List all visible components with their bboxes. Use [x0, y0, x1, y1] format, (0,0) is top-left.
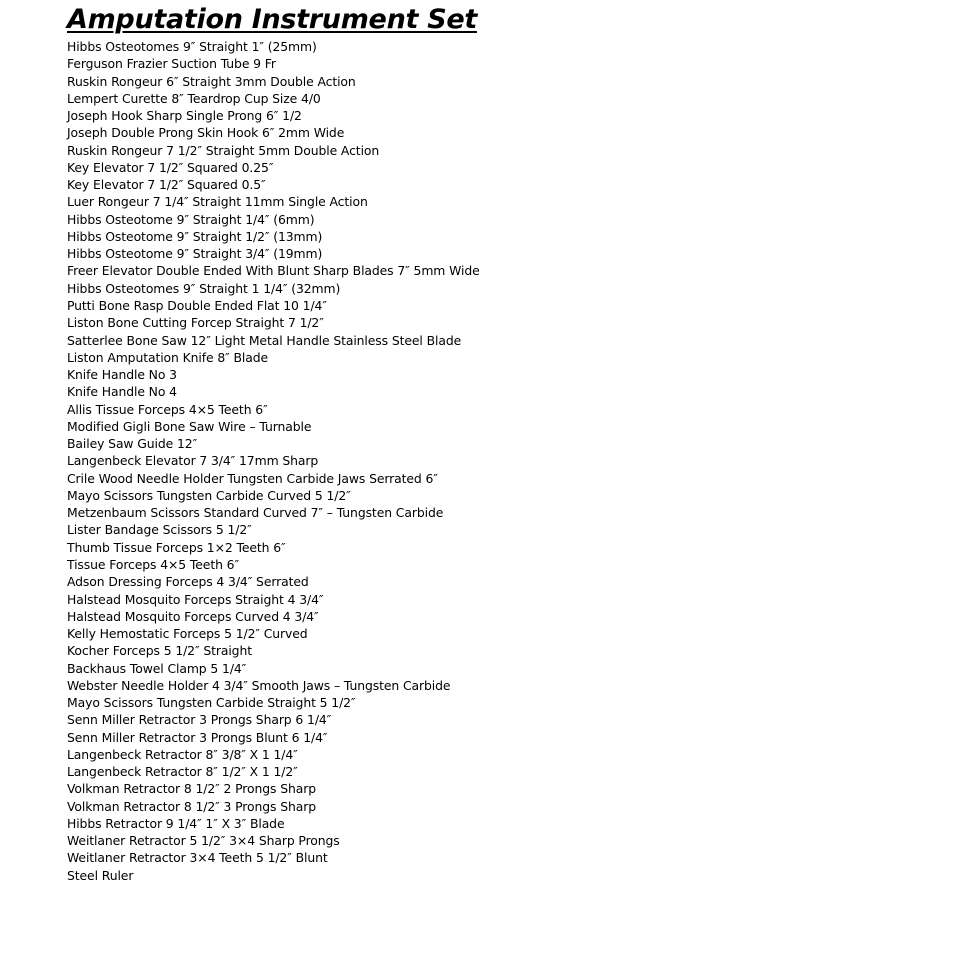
list-item: Knife Handle No 4 [67, 384, 177, 400]
list-item: Metzenbaum Scissors Standard Curved 7″ – Tungsten Carbide [67, 505, 444, 521]
instrument-list [67, 38, 927, 884]
list-item: Steel Ruler [67, 867, 134, 883]
list-item: Weitlaner Retractor 3×4 Teeth 5 1/2″ Blunt [67, 850, 328, 866]
list-item: Senn Miller Retractor 3 Prongs Blunt 6 1/4″ [67, 729, 328, 745]
list-item: Senn Miller Retractor 3 Prongs Sharp 6 1/4″ [67, 712, 332, 728]
list-item: Hibbs Osteotome 9″ Straight 1/4″ (6mm) [67, 211, 315, 227]
list-item: Volkman Retractor 8 1/2″ 2 Prongs Sharp [67, 781, 316, 797]
list-item: Hibbs Osteotome 9″ Straight 1/2″ (13mm) [67, 228, 323, 244]
list-item: Liston Amputation Knife 8″ Blade [67, 349, 269, 365]
list-item: Adson Dressing Forceps 4 3/4″ Serrated [67, 574, 309, 590]
list-item: Lempert Curette 8″ Teardrop Cup Size 4/0 [67, 90, 321, 106]
list-item: Hibbs Osteotomes 9″ Straight 1 1/4″ (32mm) [67, 280, 341, 296]
list-item: Kocher Forceps 5 1/2″ Straight [67, 643, 252, 659]
list-item: Langenbeck Elevator 7 3/4″ 17mm Sharp [67, 453, 319, 469]
list-item: Kelly Hemostatic Forceps 5 1/2″ Curved [67, 626, 308, 642]
list-item: Ferguson Frazier Suction Tube 9 Fr [67, 56, 276, 72]
list-item: Joseph Hook Sharp Single Prong 6″ 1/2 [67, 108, 302, 124]
list-item: Hibbs Osteotomes 9″ Straight 1″ (25mm) [67, 39, 317, 54]
list-item: Lister Bandage Scissors 5 1/2″ [67, 522, 252, 538]
list-item: Halstead Mosquito Forceps Curved 4 3/4″ [67, 608, 319, 624]
list-item: Key Elevator 7 1/2″ Squared 0.5″ [67, 177, 266, 193]
list-item: Ruskin Rongeur 6″ Straight 3mm Double Action [67, 73, 356, 89]
list-item: Liston Bone Cutting Forcep Straight 7 1/2″ [67, 315, 324, 331]
document [67, 2, 927, 884]
list-item: Hibbs Osteotome 9″ Straight 3/4″ (19mm) [67, 246, 323, 262]
list-item: Volkman Retractor 8 1/2″ 3 Prongs Sharp [67, 798, 316, 814]
list-item: Thumb Tissue Forceps 1×2 Teeth 6″ [67, 539, 286, 555]
list-item: Putti Bone Rasp Double Ended Flat 10 1/4″ [67, 297, 327, 313]
list-item: Tissue Forceps 4×5 Teeth 6″ [67, 556, 239, 572]
list-item: Hibbs Retractor 9 1/4″ 1″ X 3″ Blade [67, 815, 285, 831]
list-item: Joseph Double Prong Skin Hook 6″ 2mm Wide [67, 125, 345, 141]
list-item: Ruskin Rongeur 7 1/2″ Straight 5mm Double Action [67, 142, 380, 158]
list-item: Modified Gigli Bone Saw Wire – Turnable [67, 418, 312, 434]
list-item: Mayo Scissors Tungsten Carbide Curved 5 1/2″ [67, 487, 351, 503]
list-item: Weitlaner Retractor 5 1/2″ 3×4 Sharp Prongs [67, 833, 340, 849]
list-item: Freer Elevator Double Ended With Blunt Sharp Blades 7″ 5mm Wide [67, 263, 480, 279]
list-item: Halstead Mosquito Forceps Straight 4 3/4″ [67, 591, 324, 607]
list-item: Knife Handle No 3 [67, 367, 177, 383]
list-item: Webster Needle Holder 4 3/4″ Smooth Jaws – Tungsten Carbide [67, 677, 451, 693]
list-item: Langenbeck Retractor 8″ 1/2″ X 1 1/2″ [67, 764, 298, 780]
list-item: Satterlee Bone Saw 12″ Light Metal Handle Stainless Steel Blade [67, 332, 462, 348]
list-item: Bailey Saw Guide 12″ [67, 436, 198, 452]
list-item: Key Elevator 7 1/2″ Squared 0.25″ [67, 159, 274, 175]
list-item: Langenbeck Retractor 8″ 3/8″ X 1 1/4″ [67, 746, 298, 762]
list-item: Mayo Scissors Tungsten Carbide Straight 5 1/2″ [67, 695, 356, 711]
list-item: Backhaus Towel Clamp 5 1/4″ [67, 660, 247, 676]
list-item: Allis Tissue Forceps 4×5 Teeth 6″ [67, 401, 268, 417]
document-title: Amputation Instrument Set [67, 4, 477, 35]
list-item: Crile Wood Needle Holder Tungsten Carbide Jaws Serrated 6″ [67, 470, 438, 486]
list-item: Luer Rongeur 7 1/4″ Straight 11mm Single Action [67, 194, 368, 210]
